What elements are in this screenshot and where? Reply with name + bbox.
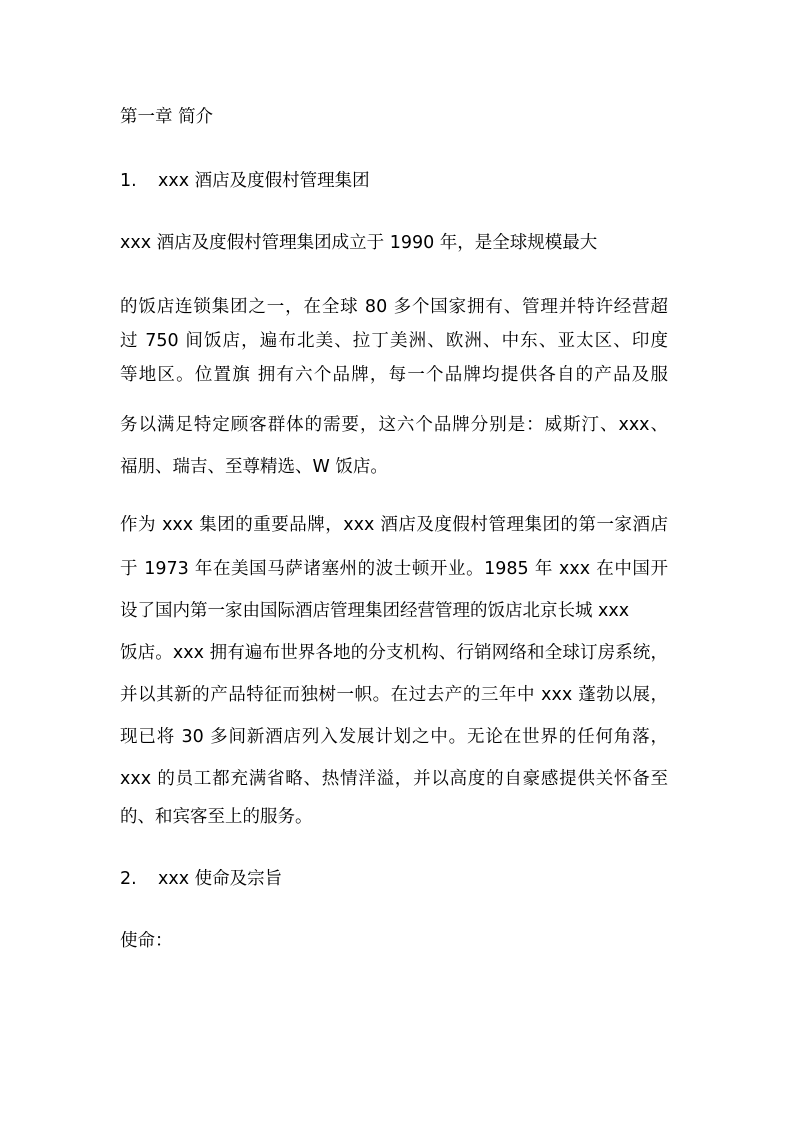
para2-line-4: 饭店。xxx 拥有遍布世界各地的分支机构、行销网络和全球订房系统， [120,643,668,663]
para1-line-2: 的饭店连锁集团之一，在全球 80 多个国家拥有、管理并特许经营超 [120,297,668,317]
para2-line-5: 并以其新的产品特征而独树一帜。在过去产的三年中 xxx 蓬勃以展， [120,685,668,705]
para2-line-3: 设了国内第一家由国际酒店管理集团经营管理的饭店北京长城 xxx [120,601,630,621]
para1-line-5: 务以满足特定顾客群体的需要，这六个品牌分别是：威斯汀、xxx、 [120,415,668,435]
para1-line-1: xxx 酒店及度假村管理集团成立于 1990 年，是全球规模最大 [120,233,598,253]
chapter-title: 第一章 简介 [120,107,214,127]
section-2-heading [120,868,282,890]
para2-line-1: 作为 xxx 集团的重要品牌，xxx 酒店及度假村管理集团的第一家酒店 [120,515,668,535]
mission-label: 使命： [120,931,173,951]
para2-line-7: xxx 的员工都充满省略、热情洋溢，并以高度的自豪感提供关怀备至 [120,769,668,789]
section-2-title: xxx 使命及宗旨 [158,869,283,889]
para2-line-8: 的、和宾客至上的服务。 [120,807,313,827]
section-1-title: xxx 酒店及度假村管理集团 [158,171,370,191]
para2-line-2: 于 1973 年在美国马萨诸塞州的波士顿开业。1985 年 xxx 在中国开 [120,559,668,579]
section-1-heading [120,170,370,192]
section-1-number: 1. [120,171,137,191]
para2-line-6: 现已将 30 多间新酒店列入发展计划之中。无论在世界的任何角落， [120,727,668,747]
section-2-number: 2. [120,869,137,889]
para1-line-3: 过 750 间饭店，遍布北美、拉丁美洲、欧洲、中东、亚太区、印度 [120,331,668,351]
para1-line-4: 等地区。位置旗 拥有六个品牌，每一个品牌均提供各自的产品及服 [120,365,668,385]
para1-line-6: 福朋、瑞吉、至尊精选、W 饭店。 [120,457,388,477]
